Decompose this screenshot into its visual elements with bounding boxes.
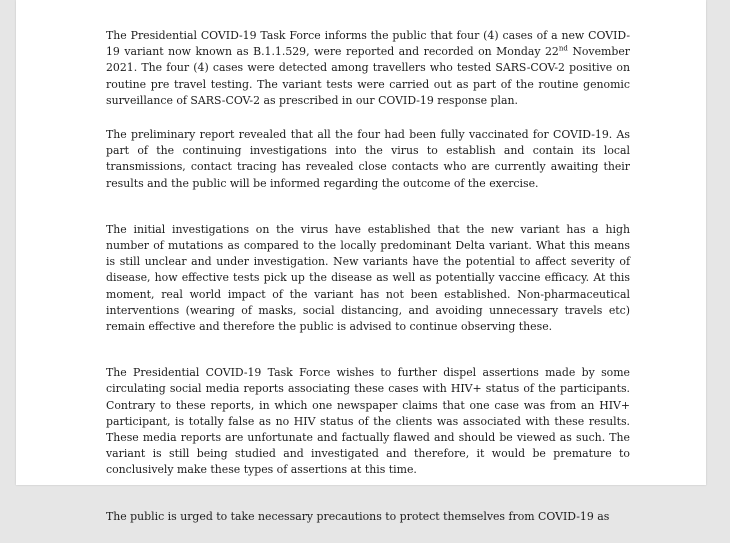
paragraph-3: The initial investigations on the virus have established that the new variant has a high number of mutations as compared to the locally predominant Delta variant. What this means is still unclear and under investigation. New variants have the potential to affect severity of disease, how effective tests pick up the disease as well as potentially vaccine efficacy. At this moment, real world impact of the variant has not been established. Non-pharmaceutical interventions (wearing of masks, social distancing, and avoiding unnecessary travels etc) remain effective and therefore the public is advised to continue observing these. (106, 222, 630, 334)
paragraph-4: The Presidential COVID-19 Task Force wishes to further dispel assertions made by some circulating social media reports associating these cases with HIV+ status of the participants. Contrary to these reports, in which one newspaper claims that one case was from an HIV+ participant, is totally false as no HIV status of the clients was associated with these results. These media reports are unfortunate and factually flawed and should be viewed as such. The variant is still being studied and investigated and therefore, it would be premature to conclusively make these types of assertions at this time. (106, 366, 630, 477)
document-body (106, 28, 630, 543)
paragraph-1 (106, 28, 630, 109)
ordinal-suffix: nd (558, 44, 568, 53)
paragraph-5: The public is urged to take necessary precautions to protect themselves from COVID-19 as (106, 509, 610, 523)
paragraph-2: The preliminary report revealed that all the four had been fully vaccinated for COVID-19. As part of the continuing investigations into the virus to establish and contain its local transmissions, contact tracing has revealed close contacts who are currently awaiting their results and the public will be informed regarding the outcome of the exercise. (106, 128, 630, 190)
paragraph-1-text-a: The Presidential COVID-19 Task Force informs the public that four (4) cases of a new COVID-19 variant now known as B.1.1.529, were reported and recorded on Monday 22 (106, 29, 630, 59)
document-page (16, 0, 706, 523)
paragraph-1-text-b: November 2021. The four (4) cases were detected among travellers who tested SARS-COV-2 positive on routine pre travel testing. The variant tests were carried out as part of the routine genomic surveillance of SARS-COV-2 as prescribed in our COVID-19 response plan. (106, 45, 630, 107)
